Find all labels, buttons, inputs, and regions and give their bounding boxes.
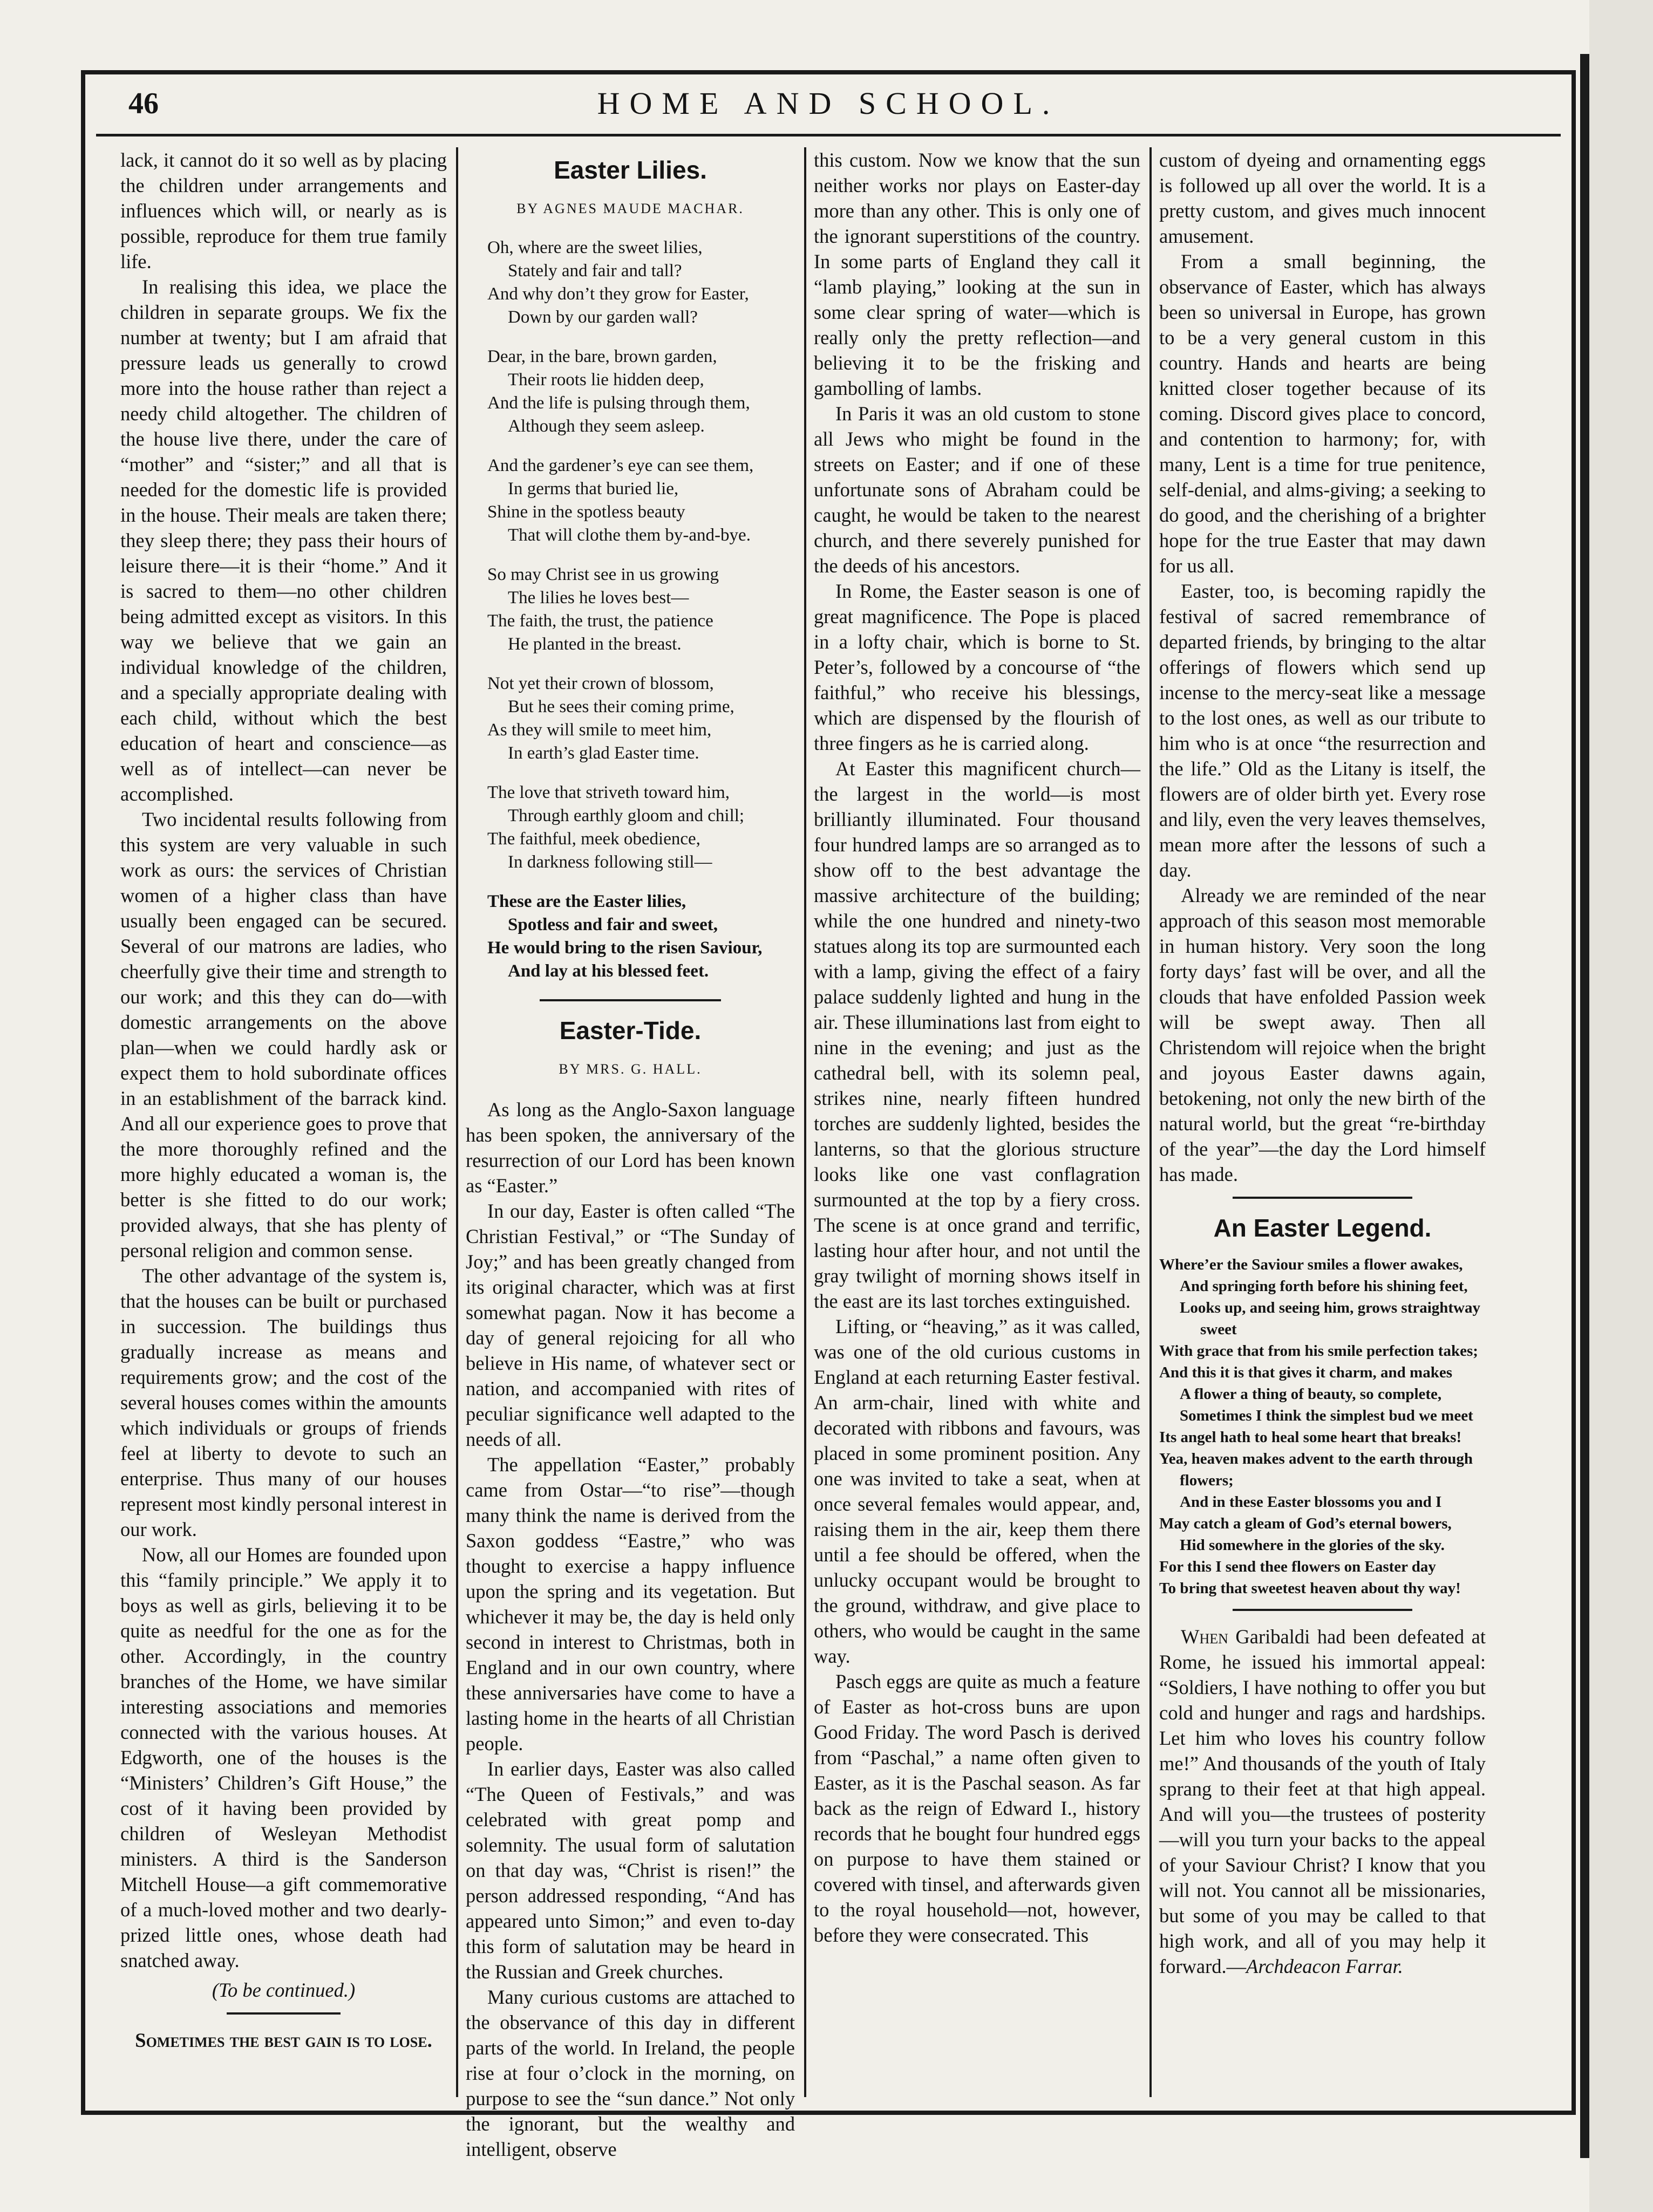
paragraph: The other advantage of the system is, that the houses can be built or purchased in succession. The buildings thus gradually increase as means and requirements grow; and the cost of the several houses comes within the amounts which individuals or groups of friends feel at liberty to devote to such an enterprise. Thus many of our houses represent most kindly personal interest in our work. — [120, 1265, 447, 1540]
garibaldi-attribution: Archdeacon Farrar. — [1246, 1955, 1403, 1977]
section-rule — [227, 2012, 341, 2015]
poem-line: Sometimes I think the simplest bud we meet — [1180, 1407, 1473, 1424]
garibaldi-text: Garibaldi had been defeated at Rome, he issued his immortal appeal: “Soldiers, I have nothing to offer you but cold and hunger and rags and hardships. Let him who loves his country follow me!” And thousands of the youth of Italy sprang to their feet at that high appeal. And will you—the trustees of posterity—will you turn your backs to the appeal of your Saviour Christ? I know that you will not. You cannot all be missionaries, but some of you may be called to that high work, and all of you may help it forward.— — [1159, 1626, 1486, 1977]
column-1 — [120, 147, 447, 2097]
poem-line: He would bring to the risen Saviour, — [487, 938, 763, 958]
paragraph: lack, it cannot do it so well as by placing the children under arrangements and influences which will, or nearly as is possible, reproduce for them true family life. — [120, 149, 447, 272]
stanza — [487, 454, 795, 547]
stanza — [487, 781, 795, 874]
poem-line: A flower a thing of beauty, so complete, — [1180, 1385, 1442, 1403]
easter-tide-title: Easter-Tide. — [559, 1016, 702, 1044]
paragraph: The appellation “Easter,” probably came from Ostar—“to rise”—though many think the name is derived from the Saxon goddess “Eastre,” who was thought to exercise a happy influence upon the spring and its vegetation. But whichever it may be, the day is held only second in interest to Christmas, both in England and in our own country, where these anniversaries have come to have a lasting home in the hearts of all Christian people. — [466, 1453, 795, 1754]
paragraph: Many curious customs are attached to the observance of this day in different parts of the world. In Ireland, the people rise at four o’clock in the morning, on purpose to see the “sun dance.” Not only the ignorant, but the wealthy and intelligent, observe — [466, 1986, 795, 2160]
paragraph: From a small beginning, the observance of Easter, which has always been so universal in Europe, has grown to be a very general custom in this country. Hands and hearts are being knitted closer together because of its coming. Discord gives place to concord, and contention to harmony; for, with many, Lent is a time for true penitence, self-denial, and alms-giving; a seeking to do good, and the cherishing of a brighter hope for the true Easter that may dawn for us all. — [1159, 250, 1486, 577]
column-separator — [804, 147, 806, 2097]
column-separator — [456, 147, 458, 2097]
to-be-continued: (To be continued.) — [212, 1979, 356, 2001]
poem-line: And lay at his blessed feet. — [508, 961, 709, 981]
paragraph: Two incidental results following from this system are very valuable in such work as ours: the services of Christian women of a higher class than have usually been engaged can be secured. Several of our matrons are ladies, who cheerfully give their time and strength to our work; and this they can do—with domestic arrangements on the above plan—when we could hardly ask or expect them to hold subordinate offices in an establishment of the barrack kind. And all our experience goes to prove that the more thoroughly refined and the more highly educated a woman is, the better is she fitted to do our work; provided always, that she has plenty of personal religion and common sense. — [120, 808, 447, 1261]
poem-line: Dear, in the bare, brown garden, — [487, 347, 717, 366]
poem-line: Their roots lie hidden deep, — [508, 370, 704, 390]
poem-line: That will clothe them by-and-bye. — [508, 525, 751, 545]
poem-line: These are the Easter lilies, — [487, 892, 686, 911]
paragraph: Lifting, or “heaving,” as it was called, was one of the old curious customs in England at each returning Easter festival. An arm-chair, lined with white and decorated with ribbons and favours, was placed in some prominent position. Any one was invited to take a seat, when at once several females would appear, and, raising them in the air, keep them there until a fee should be offered, when the unlucky occupant would be brought to the ground, withdraw, and give place to others, who would be caught in the same way. — [814, 1315, 1140, 1667]
paragraph: In earlier days, Easter was also called “The Queen of Festivals,” and was celebrated with great pomp and solemnity. The usual form of salutation on that day was, “Christ is risen!” the person addressed responding, “And has appeared unto Simon;” and even to-day this form of salutation may be heard in the Russian and Greek churches. — [466, 1758, 795, 1983]
paragraph: In Paris it was an old custom to stone all Jews who might be found in the streets on Easter; and if one of these unfortunate sons of Abraham could be caught, he would be taken to the nearest church, and there severely punished for the deeds of his ancestors. — [814, 402, 1140, 577]
poem-line: And this it is that gives it charm, and makes — [1159, 1364, 1452, 1381]
poem-line: With grace that from his smile perfection takes; — [1159, 1342, 1478, 1360]
paragraph: Now, all our Homes are founded upon this “family principle.” We apply it to boys as well as girls, believing it to be quite as needful for the one as for the other. Accordingly, in the country branches of the Home, we have similar interesting associations and memories connected with the various houses. At Edgworth, one of the houses is the “Ministers’ Children’s Gift House,” the cost of it having been provided by children of Wesleyan Methodist ministers. A third is the Sanderson Mitchell House—a gift commemorative of a much-loved mother and two dearly-prized little ones, whose death had snatched away. — [120, 1544, 447, 1971]
poem-line: Its angel hath to heal some heart that breaks! — [1159, 1429, 1462, 1446]
maxim: Sometimes the best gain is to lose. — [135, 2029, 432, 2051]
stanza — [487, 345, 795, 438]
poem-line: The lilies he loves best— — [508, 588, 689, 607]
running-head: HOME AND SCHOOL. — [597, 86, 1060, 121]
poem-line: And the gardener’s eye can see them, — [487, 456, 754, 475]
paragraph: In Rome, the Easter season is one of great magnificence. The Pope is placed in a lofty chair, which is borne to St. Peter’s, followed by a concourse of “the faithful,” who receive his blessings, which are dispensed by the flourish of three fingers as he is carried along. — [814, 580, 1140, 754]
stanza — [487, 890, 795, 983]
adjacent-page-edge — [1589, 0, 1653, 2212]
poem-line: Down by our garden wall? — [508, 308, 698, 327]
poem-line: To bring that sweetest heaven about thy way! — [1159, 1580, 1461, 1597]
easter-legend-poem — [1159, 1254, 1486, 1599]
poem-line: As they will smile to meet him, — [487, 720, 712, 740]
paragraph: In our day, Easter is often called “The Christian Festival,” or “The Sunday of Joy;” and has been greatly changed from its original character, which was at first somewhat pagan. Now it has become a day of general rejoicing for all who believe in His name, of whatever sect or nation, and accompanied with rites of peculiar significance well adapted to the needs of all. — [466, 1200, 795, 1450]
poem-line: Yea, heaven makes advent to the earth through flowers; — [1159, 1450, 1473, 1489]
section-rule — [1233, 1197, 1412, 1199]
poem-line: Through earthly gloom and chill; — [508, 806, 745, 825]
paragraph: In realising this idea, we place the children in separate groups. We fix the number at twenty; but I am afraid that pressure leads us generally to crowd more into the house rather than reject a needy child altogether. The children of the house live there, under the care of “mother” and “sister;” and all that is needed for the domestic life is provided in the house. Their meals are taken there; they sleep there; they pass their hours of leisure there—it is their “home.” And it is sacred to them—no other children being admitted except as visitors. In this way we believe that we gain an individual knowledge of the children, and a specially appropriate dealing with each child, without which the best education of heart and conscience—as well as of intellect—can never be accomplished. — [120, 276, 447, 805]
poem-line: And in these Easter blossoms you and I — [1180, 1493, 1442, 1511]
easter-tide-byline: BY MRS. G. HALL. — [559, 1061, 702, 1077]
poem-line: May catch a gleam of God’s eternal bowers, — [1159, 1515, 1452, 1532]
paragraph: Already we are reminded of the near approach of this season most memorable in human history. Very soon the long forty days’ fast will be over, and all the clouds that have enfolded Passion week will be swept away. Then all Christendom will rejoice when the bright and joyous Easter dawns again, betokening, not only the new birth of the natural world, but the great “re-birthday of the year”—the day the Lord himself has made. — [1159, 884, 1486, 1185]
easter-lilies-byline: BY AGNES MAUDE MACHAR. — [516, 201, 744, 216]
poem-line: The faith, the trust, the patience — [487, 611, 713, 631]
poem-line: And the life is pulsing through them, — [487, 393, 750, 413]
newspaper-page — [81, 70, 1576, 2160]
stanza — [487, 236, 795, 329]
poem-line: The faithful, meek obedience, — [487, 829, 700, 849]
paragraph: custom of dyeing and ornamenting eggs is followed up all over the world. It is a pretty custom, and gives much innocent amusement. — [1159, 149, 1486, 247]
poem-line: The love that striveth toward him, — [487, 783, 730, 802]
section-rule — [1233, 1609, 1412, 1611]
stanza — [487, 563, 795, 656]
page-number: 46 — [128, 87, 159, 120]
poem-line: Shine in the spotless beauty — [487, 502, 685, 522]
poem-line: Although they seem asleep. — [508, 417, 705, 436]
garibaldi-lead: When — [1181, 1626, 1228, 1648]
poem-line: And why don’t they grow for Easter, — [487, 284, 749, 304]
poem-line: In darkness following still— — [508, 852, 712, 872]
poem-line: He planted in the breast. — [508, 634, 682, 654]
poem-line: So may Christ see in us growing — [487, 565, 719, 584]
easter-lilies-poem — [487, 236, 795, 983]
poem-line: In earth’s glad Easter time. — [508, 743, 699, 763]
poem-line: Oh, where are the sweet lilies, — [487, 238, 703, 257]
poem-line: For this I send thee flowers on Easter day — [1159, 1558, 1436, 1575]
garibaldi-paragraph — [1159, 1624, 1486, 1979]
paragraph: Pasch eggs are quite as much a feature of Easter as hot-cross buns are upon Good Friday. The word Pasch is derived from “Paschal,” a name often given to Easter, as it is the Paschal season. As far back as the reign of Edward I., history records that he bought four hundred eggs on purpose to have them stained or covered with tinsel, and afterwards given to the royal household—not, however, before they were consecrated. This — [814, 1670, 1140, 1946]
poem-line: Not yet their crown of blossom, — [487, 674, 714, 693]
poem-line: Looks up, and seeing him, grows straightway sweet — [1180, 1299, 1481, 1338]
paragraph: Easter, too, is becoming rapidly the festival of sacred remembrance of departed friends, by bringing to the altar offerings of flowers which send up incense to the mercy-seat like a message to the lost ones, as well as our tribute to him who is at once “the resurrection and the life.” Old as the Litany is itself, the flowers are of older birth yet. Every rose and lily, even the very leaves themselves, mean more after the lessons of such a day. — [1159, 580, 1486, 881]
poem-line: But he sees their coming prime, — [508, 697, 734, 716]
paragraph: At Easter this magnificent church—the largest in the world—is most brilliantly illuminated. Four thousand four hundred lamps are so arranged as to show off to the best advantage the massive architecture of the building; while the one hundred and ninety-two statues along its top are surmounted each with a lamp, giving the effect of a fairy palace suddenly lighted and hung in the air. These illuminations last from eight to nine in the evening; and just as the cathedral bell, with its solemn peal, strikes nine, nearly fifteen hundred torches are suddenly lighted, besides the lanterns, so that the glorious structure looks like one vast conflagration surmounted at the top by a fiery cross. The scene is at once grand and terrific, lasting hour after hour, and not until the gray twilight of morning shows itself in the east are its last torches extinguished. — [814, 757, 1140, 1312]
poem-line: Where’er the Saviour smiles a flower awakes, — [1159, 1256, 1463, 1273]
column-3 — [814, 147, 1140, 2097]
paragraph: As long as the Anglo-Saxon language has been spoken, the anniversary of the resurrection of our Lord has been known as “Easter.” — [466, 1098, 795, 1197]
column-separator — [1149, 147, 1152, 2097]
easter-lilies-title: Easter Lilies. — [554, 156, 707, 184]
column-4 — [1159, 147, 1486, 2097]
poem-line: And springing forth before his shining feet, — [1180, 1278, 1468, 1295]
column-2 — [466, 147, 795, 2160]
section-rule — [540, 999, 721, 1001]
header-rule — [96, 134, 1561, 136]
poem-line: Spotless and fair and sweet, — [508, 915, 718, 934]
poem-line: Hid somewhere in the glories of the sky. — [1180, 1537, 1445, 1554]
poem-line: Stately and fair and tall? — [508, 261, 682, 281]
stanza — [487, 672, 795, 765]
paragraph: this custom. Now we know that the sun neither works nor plays on Easter-day more than any other. This is only one of the ignorant superstitions of the country. In some parts of England they call it “lamb playing,” looking at the sun in some clear spring of water—which is really only the pretty reflection—and believing it to be the frisking and gambolling of lambs. — [814, 149, 1140, 399]
poem-line: In germs that buried lie, — [508, 479, 679, 499]
easter-legend-title: An Easter Legend. — [1213, 1214, 1432, 1242]
